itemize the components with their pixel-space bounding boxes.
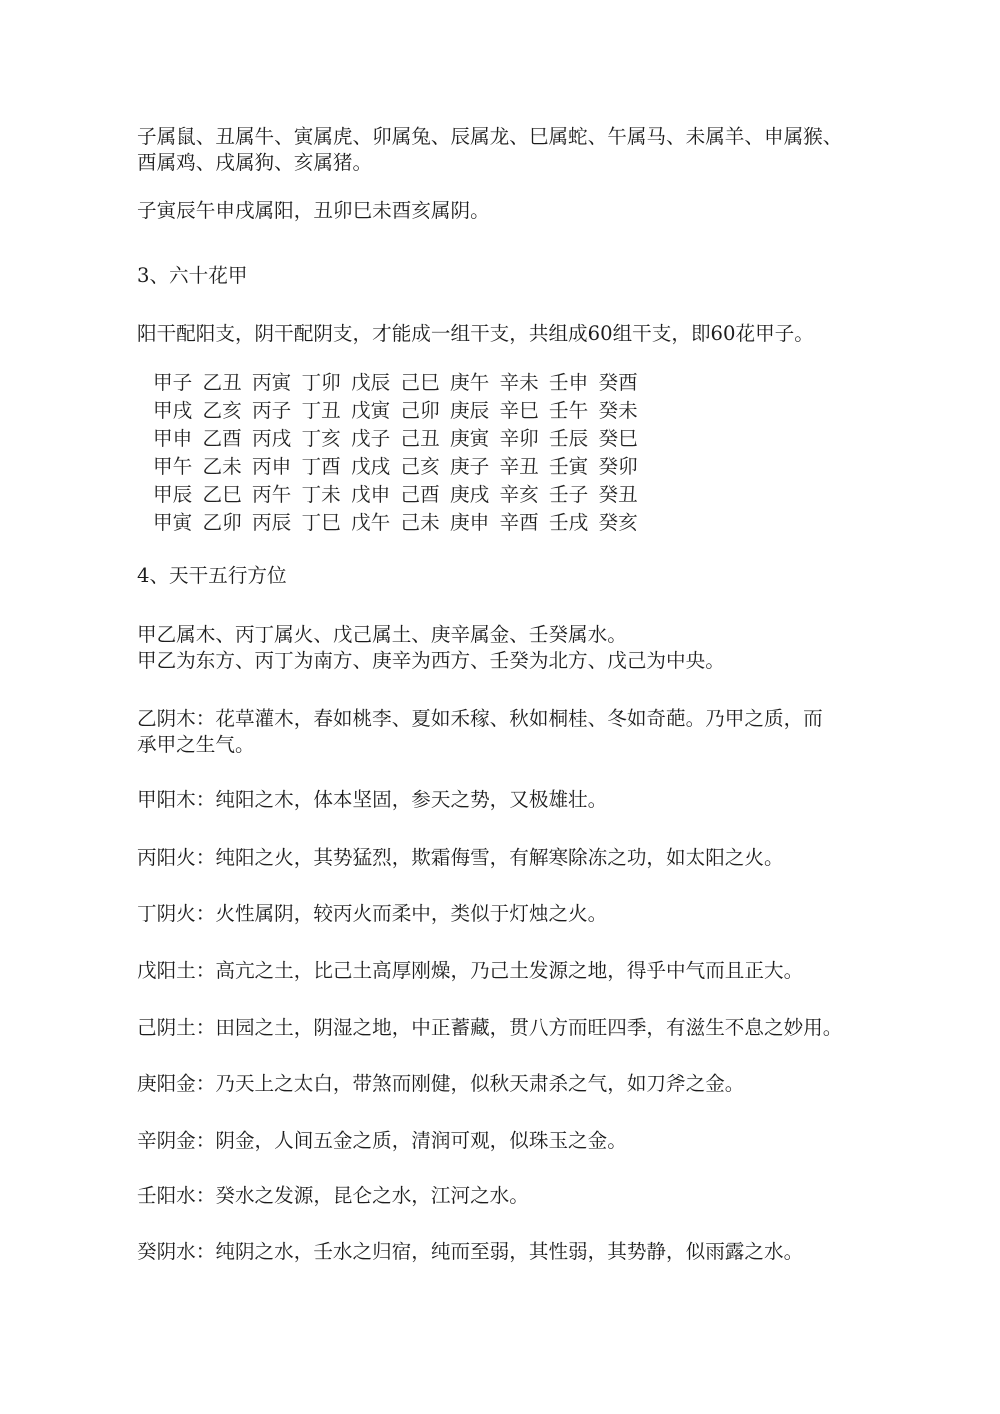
table-cell: 壬辰 xyxy=(549,427,589,450)
table-cell: 戊戌 xyxy=(351,455,391,478)
table-row xyxy=(153,453,648,481)
table-cell: 丁丑 xyxy=(301,399,341,422)
five-elements-text: 甲乙属木、丙丁属火、戊己属土、庚辛属金、壬癸属水。 xyxy=(137,623,627,646)
stem-bing-text: 丙阳火：纯阳之火，其势猛烈，欺霜侮雪，有解寒除冻之功，如太阳之火。 xyxy=(137,846,784,869)
stem-xin-text: 辛阴金：阴金，人间五金之质，清润可观，似珠玉之金。 xyxy=(137,1129,627,1152)
table-cell: 丙子 xyxy=(252,399,292,422)
table-cell: 乙巳 xyxy=(202,483,242,506)
table-cell: 乙酉 xyxy=(202,427,242,450)
table-row xyxy=(153,369,648,397)
table-cell: 庚寅 xyxy=(450,427,490,450)
table-cell: 甲戌 xyxy=(153,399,193,422)
directions-text: 甲乙为东方、丙丁为南方、庚辛为西方、壬癸为北方、戊己为中央。 xyxy=(137,649,725,672)
table-row xyxy=(153,397,648,425)
table-cell: 癸卯 xyxy=(598,455,638,478)
stem-geng-text: 庚阳金：乃天上之太白，带煞而刚健，似秋天肃杀之气，如刀斧之金。 xyxy=(137,1072,745,1095)
table-row xyxy=(153,509,648,537)
table-cell: 辛卯 xyxy=(499,427,539,450)
table-cell: 庚午 xyxy=(450,371,490,394)
table-cell: 丙辰 xyxy=(252,511,292,534)
table-cell: 壬午 xyxy=(549,399,589,422)
table-cell: 乙丑 xyxy=(202,371,242,394)
table-cell: 辛亥 xyxy=(499,483,539,506)
table-cell: 戊子 xyxy=(351,427,391,450)
table-cell: 壬申 xyxy=(549,371,589,394)
stem-gui-text: 癸阴水：纯阴之水，壬水之归宿，纯而至弱，其性弱，其势静，似雨露之水。 xyxy=(137,1240,804,1263)
table-cell: 庚申 xyxy=(450,511,490,534)
table-cell: 癸酉 xyxy=(598,371,638,394)
table-cell: 庚戌 xyxy=(450,483,490,506)
zodiac-text-line-1: 子属鼠、丑属牛、寅属虎、卯属兔、辰属龙、巳属蛇、午属马、未属羊、申属猴、 xyxy=(137,125,843,148)
table-cell: 丙午 xyxy=(252,483,292,506)
table-cell: 丙寅 xyxy=(252,371,292,394)
table-cell: 戊申 xyxy=(351,483,391,506)
section-3-intro: 阳干配阳支，阴干配阴支，才能成一组干支，共组成60组干支，即60花甲子。 xyxy=(137,322,814,345)
table-cell: 己未 xyxy=(400,511,440,534)
table-cell: 丁亥 xyxy=(301,427,341,450)
table-cell: 丁酉 xyxy=(301,455,341,478)
table-cell: 己丑 xyxy=(400,427,440,450)
table-cell: 甲辰 xyxy=(153,483,193,506)
table-cell: 甲申 xyxy=(153,427,193,450)
table-cell: 己巳 xyxy=(400,371,440,394)
table-cell: 癸丑 xyxy=(598,483,638,506)
table-cell: 癸巳 xyxy=(598,427,638,450)
table-cell: 丙申 xyxy=(252,455,292,478)
table-cell: 乙卯 xyxy=(202,511,242,534)
section-4-heading: 4、天干五行方位 xyxy=(137,564,287,587)
table-cell: 癸亥 xyxy=(598,511,638,534)
table-row xyxy=(153,481,648,509)
table-row xyxy=(153,425,648,453)
table-cell: 辛丑 xyxy=(499,455,539,478)
table-cell: 甲子 xyxy=(153,371,193,394)
table-cell: 己亥 xyxy=(400,455,440,478)
table-cell: 丁未 xyxy=(301,483,341,506)
stem-jia-text: 甲阳木：纯阳之木，体本坚固，参天之势，又极雄壮。 xyxy=(137,788,608,811)
section-3-heading: 3、六十花甲 xyxy=(137,264,248,287)
table-cell: 壬戌 xyxy=(549,511,589,534)
table-cell: 甲寅 xyxy=(153,511,193,534)
sixty-jiazi-table xyxy=(153,369,648,537)
table-cell: 丁巳 xyxy=(301,511,341,534)
table-cell: 辛未 xyxy=(499,371,539,394)
table-cell: 戊辰 xyxy=(351,371,391,394)
stem-ren-text: 壬阳水：癸水之发源，昆仑之水，江河之水。 xyxy=(137,1184,529,1207)
table-cell: 丙戌 xyxy=(252,427,292,450)
stem-yi-line-2: 承甲之生气。 xyxy=(137,733,255,756)
stem-wu-text: 戊阳土：高亢之土，比己土高厚刚燥，乃己土发源之地，得乎中气而且正大。 xyxy=(137,959,804,982)
table-cell: 戊寅 xyxy=(351,399,391,422)
table-cell: 己酉 xyxy=(400,483,440,506)
table-cell: 壬寅 xyxy=(549,455,589,478)
table-cell: 庚辰 xyxy=(450,399,490,422)
stem-ding-text: 丁阴火：火性属阴，较丙火而柔中，类似于灯烛之火。 xyxy=(137,902,608,925)
table-cell: 乙亥 xyxy=(202,399,242,422)
table-cell: 辛巳 xyxy=(499,399,539,422)
stem-yi-line-1: 乙阴木：花草灌木，春如桃李、夏如禾稼、秋如桐桂、冬如奇葩。乃甲之质，而 xyxy=(137,707,823,730)
table-cell: 乙未 xyxy=(202,455,242,478)
table-cell: 戊午 xyxy=(351,511,391,534)
table-cell: 丁卯 xyxy=(301,371,341,394)
table-cell: 庚子 xyxy=(450,455,490,478)
table-cell: 己卯 xyxy=(400,399,440,422)
stem-ji-text: 己阴土：田园之土，阴湿之地，中正蓄藏，贯八方而旺四季，有滋生不息之妙用。 xyxy=(137,1016,843,1039)
zodiac-text-line-2: 酉属鸡、戌属狗、亥属猪。 xyxy=(137,151,373,174)
table-cell: 甲午 xyxy=(153,455,193,478)
yin-yang-branches-text: 子寅辰午申戌属阳，丑卯巳未酉亥属阴。 xyxy=(137,199,490,222)
table-cell: 辛酉 xyxy=(499,511,539,534)
table-cell: 癸未 xyxy=(598,399,638,422)
table-cell: 壬子 xyxy=(549,483,589,506)
